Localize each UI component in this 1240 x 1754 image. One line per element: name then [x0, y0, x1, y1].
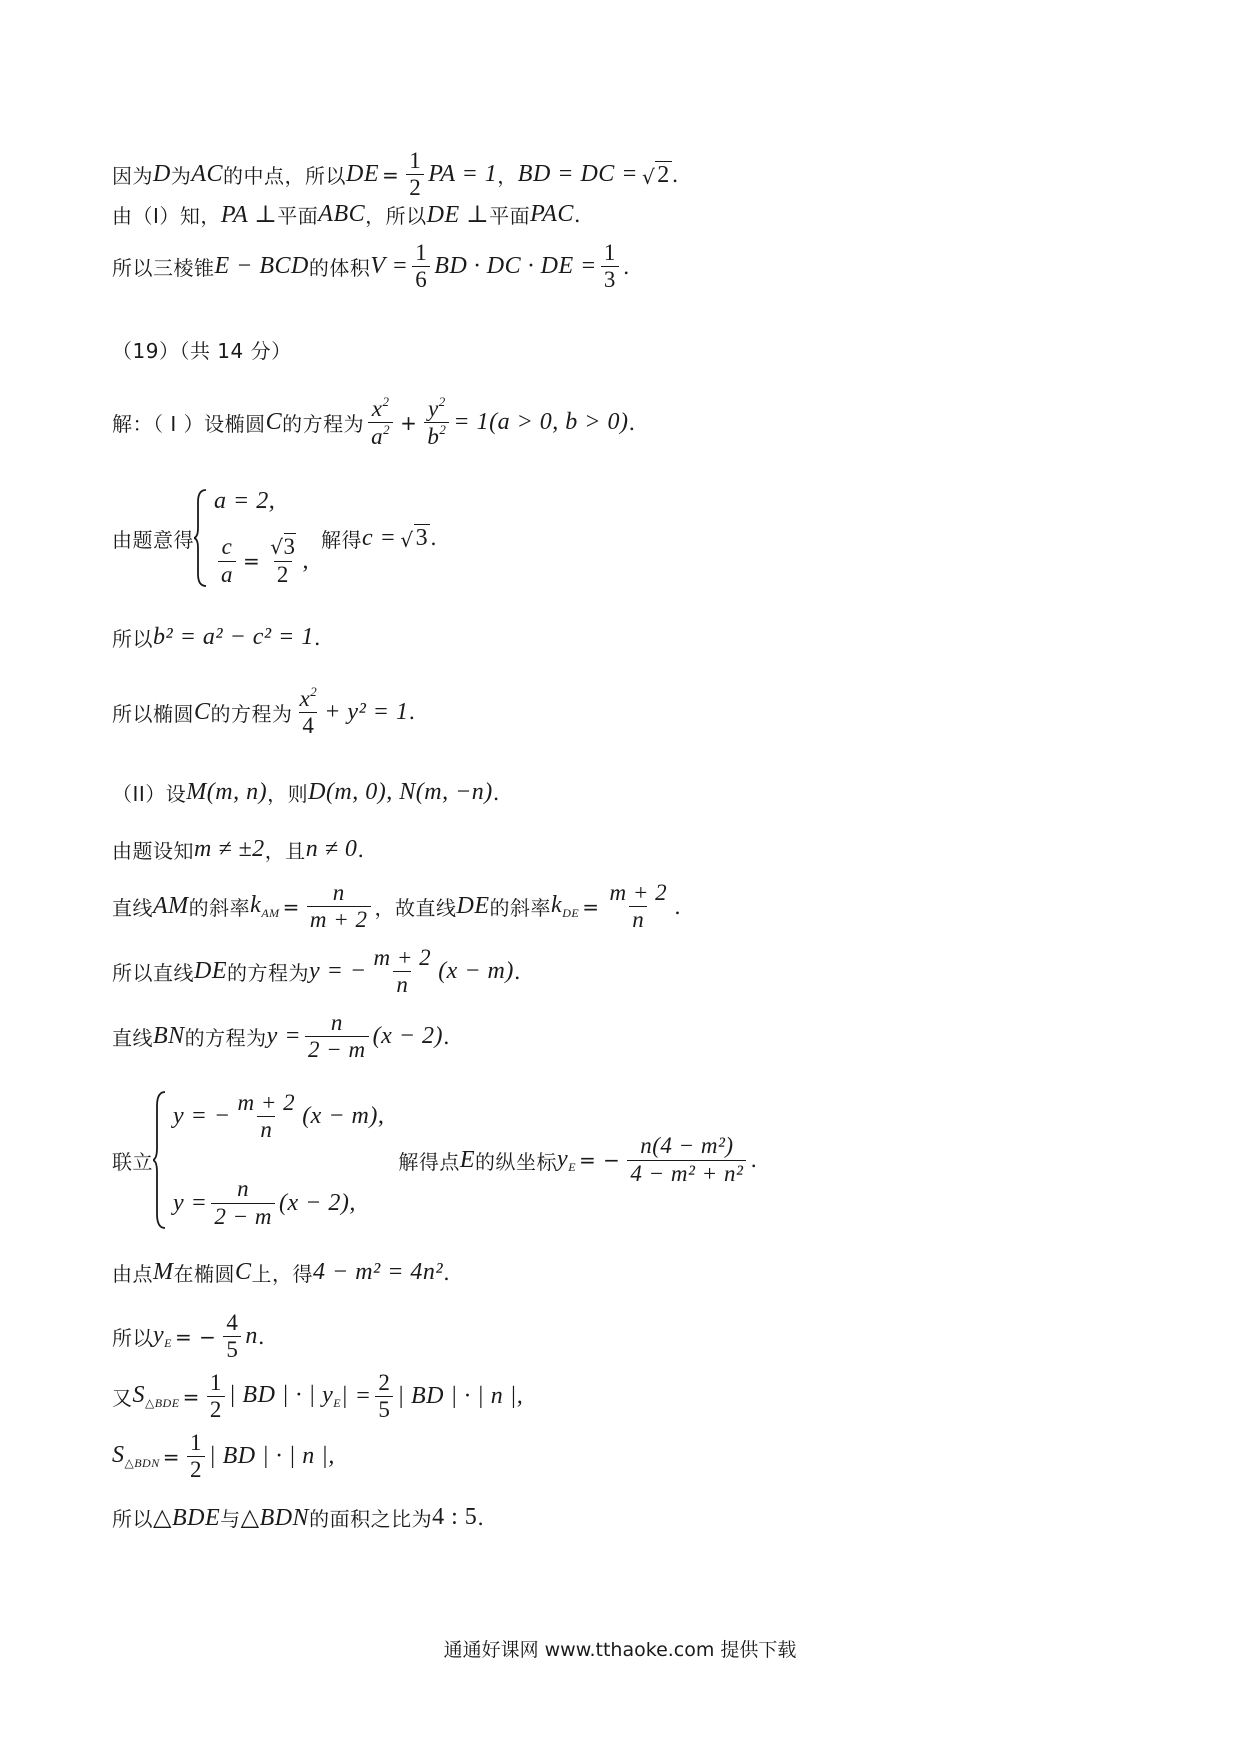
text: 所以直线 [112, 961, 194, 986]
section-heading [112, 335, 292, 364]
math: (x − m), [302, 1103, 385, 1130]
fraction: $\frac{1}{6}$ [412, 240, 430, 294]
line-13: 直线 BN 的方程为 y = $\frac{n}{2 - m}$ (x − 2) . [112, 1010, 451, 1063]
text: 由点 [112, 1262, 153, 1286]
text: 解得点 [398, 1149, 460, 1174]
math: △BDE [153, 1505, 221, 1531]
math: (x − 2) [372, 1023, 444, 1050]
fraction: $\frac{1}{2}$ [207, 1370, 225, 1424]
text: 所以 [112, 1326, 153, 1351]
math: y = [266, 1023, 302, 1050]
math: △BDN [240, 1505, 310, 1531]
math: (x − m) [438, 958, 514, 985]
math: (x − 2), [279, 1189, 356, 1216]
text: 所以三棱锥 [112, 256, 215, 281]
math: E [459, 1146, 476, 1173]
math: AC [191, 161, 224, 188]
line-17: 又 $S_{\triangle BDE}$ = $\frac{1}{2}$ | BD | · | $y_E$ | = $\frac{2}{5}$ | BD | · | n |, [112, 1370, 524, 1423]
text: 因为 [112, 164, 153, 189]
fraction: $\frac{m + 2}{n}$ [237, 1090, 296, 1143]
math: M [153, 1259, 174, 1285]
text: ，故直线 [374, 896, 457, 921]
text: 又 [112, 1386, 133, 1411]
math: DE ⊥ [426, 202, 490, 228]
line-2: 由（I）知， PA ⊥ 平面 ABC ，所以 DE ⊥ 平面 PAC . [112, 201, 582, 228]
line-9: （II）设 M(m, n) ，则 D(m, 0), N(m, −n) . [112, 779, 500, 806]
line-12: 所以直线 DE 的方程为 y = − $\frac{m + 2}{n}$ (x − m) . [112, 945, 522, 998]
line-1: 因为 D 为 AC 的中点，所以 DE = $\frac{1}{2}$ PA = 1 ， BD = DC = √ 2 . [112, 148, 679, 201]
fraction: $\frac{√3}{2}$ [270, 534, 296, 587]
fraction: $\frac{x^2}{a^2}$ [368, 395, 393, 451]
math: + y² = 1 [324, 698, 409, 725]
math: b² = a² − c² = 1 [153, 624, 314, 650]
math: C [265, 409, 283, 436]
math: BD = DC = [517, 161, 639, 188]
text: 直线 [112, 896, 153, 921]
text: 的斜率 [489, 896, 552, 921]
math: m ≠ ±2 [194, 836, 265, 862]
fraction: $\frac{m + 2}{n}$ [609, 880, 668, 933]
fraction: $\frac{n}{m + 2}$ [307, 880, 371, 934]
fraction: $\frac{c}{a}$ [218, 534, 236, 588]
text: 的中点，所以 [223, 164, 347, 189]
math: 4 : 5 [432, 1504, 478, 1530]
text: （19）（共 14 分） [112, 339, 292, 363]
math: V = [370, 253, 409, 280]
math: c = [362, 524, 397, 551]
math: y = − [309, 958, 367, 985]
line-10: 由题设知 m ≠ ±2 ，且 n ≠ 0 . [112, 836, 365, 863]
text: 解：（ I ）设椭圆 [112, 412, 266, 437]
fraction: $\frac{1}{3}$ [601, 240, 619, 294]
line-19: 所以 △BDE 与 △BDN 的面积之比为 4 : 5 . [112, 1504, 485, 1531]
math: D [153, 161, 171, 188]
text: 由题设知 [112, 839, 194, 863]
math: | BD | · | n |, [397, 1383, 524, 1410]
text: ， [497, 164, 518, 189]
text: 直线 [112, 1026, 153, 1051]
fraction: $\frac{2}{5}$ [375, 1370, 393, 1424]
text: 的方程为 [210, 701, 293, 726]
math: M(m, n) [186, 779, 268, 805]
math: | BD | · | n |, [209, 1443, 335, 1470]
math: PA = 1 [428, 161, 498, 188]
fraction: $\frac{x^2}{4}$ [299, 684, 318, 739]
line-8: 所以椭圆 C 的方程为 $\frac{x^2}{4}$ + y² = 1 . [112, 684, 416, 739]
fraction: $\frac{n}{2 - m}$ [305, 1010, 369, 1064]
brace-icon [153, 1090, 167, 1230]
text: 的方程为 [227, 961, 309, 986]
math: 4 − m² = 4n² [313, 1259, 444, 1285]
brace-icon [194, 488, 208, 588]
math: BN [153, 1023, 185, 1050]
text: ，且 [264, 839, 306, 863]
line-3: 所以三棱锥 E − BCD 的体积 V = $\frac{1}{6}$ BD · DC · DE = $\frac{1}{3}$ . [112, 240, 630, 293]
math: y = [173, 1189, 208, 1216]
fraction: $\frac{1}{2}$ [187, 1430, 205, 1484]
text: 联立 [112, 1149, 153, 1174]
line-14-system: 联立 y = − $\frac{m + 2}{n}$ (x − m), y = $\frac{n}{2 - m}$ (x − 2), 解得点 E 的纵坐标 $y_E$ = − $\frac{\text{n(4 − m²)}}{\text{4 − m² + n²}}$ . [112, 1090, 758, 1229]
math: = 1(a > 0, b > 0) [453, 409, 629, 436]
fraction: $\frac{y^2}{b^2}$ [424, 395, 449, 451]
fraction: $\frac{\text{n(4 − m²)}}{\text{4 − m² + n²}}$ [627, 1133, 746, 1187]
math: | = [341, 1383, 372, 1410]
text: 所以 [112, 627, 153, 651]
math: BD · DC · DE = [434, 253, 597, 280]
text: 的纵坐标 [475, 1149, 558, 1174]
sqrt: √ 3 [400, 525, 429, 552]
math: AM [153, 893, 189, 920]
math: DE [194, 958, 227, 985]
footer-credit: 通通好课网 www.tthaoke.com 提供下载 [443, 1639, 797, 1661]
line-7: 所以 b² = a² − c² = 1 . [112, 624, 322, 651]
math: C [235, 1259, 252, 1285]
text: 的面积之比为 [309, 1507, 433, 1531]
line-11: 直线 AM 的斜率 $k_{AM}$ = $\frac{n}{m + 2}$ ，故直线 DE 的斜率 $k_{DE}$ = $\frac{m + 2}{n}$ . [112, 880, 682, 933]
text: 与 [220, 1507, 241, 1531]
math: DE [456, 893, 490, 920]
text: ，所以 [365, 204, 427, 228]
text: 上，得 [251, 1262, 314, 1286]
text: 的体积 [308, 256, 371, 281]
math: D(m, 0), N(m, −n) [308, 779, 493, 805]
fraction: $\frac{m + 2}{n}$ [373, 945, 432, 998]
math: n ≠ 0 [305, 836, 358, 862]
text: 的方程为 [282, 412, 365, 437]
text: 由题意得 [112, 527, 194, 552]
math: DE [346, 161, 380, 188]
line-5: 解：（ I ）设椭圆 C 的方程为 $\frac{x^2}{a^2}$ + $\frac{y^2}{b^2}$ = 1(a > 0, b > 0) . [112, 394, 636, 450]
text: 由（I）知， [112, 204, 221, 228]
text: ，则 [267, 782, 309, 806]
math: E − BCD [214, 253, 309, 280]
line-18: $S_{\triangle BDN}$ = $\frac{1}{2}$ | BD | · | n |, [112, 1430, 335, 1483]
line-15: 由点 M 在椭圆 C 上，得 4 − m² = 4n² . [112, 1259, 451, 1286]
line-16: 所以 $y_E$ = − $\frac{4}{5}$ n . [112, 1310, 266, 1363]
text: 在椭圆 [173, 1262, 235, 1286]
fraction: $\frac{4}{5}$ [223, 1310, 241, 1364]
math: PA ⊥ [220, 202, 278, 228]
text: 平面 [277, 204, 319, 228]
text: （II）设 [112, 782, 187, 806]
text: 解得 [321, 527, 363, 552]
text: 的方程为 [184, 1026, 267, 1051]
fraction: $\frac{1}{2}$ [406, 148, 424, 202]
text: 所以 [112, 1507, 153, 1531]
math: y = − [173, 1103, 231, 1130]
text: 平面 [489, 204, 531, 228]
math: n [245, 1323, 258, 1350]
math: C [194, 698, 211, 725]
fraction: $\frac{n}{2 - m}$ [211, 1176, 275, 1230]
math: PAC [530, 201, 574, 227]
text: 的斜率 [188, 896, 251, 921]
text: 所以椭圆 [112, 701, 194, 726]
math: a = 2, [214, 488, 276, 514]
sqrt: √ 2 [642, 161, 670, 189]
line-6-system: 由题意得 a = 2, $\frac{c}{a}$ = $\frac{√3}{2}$ , 解得 c = √ 3 . [112, 488, 438, 587]
math: ABC [318, 201, 366, 227]
text: 为 [170, 164, 192, 189]
